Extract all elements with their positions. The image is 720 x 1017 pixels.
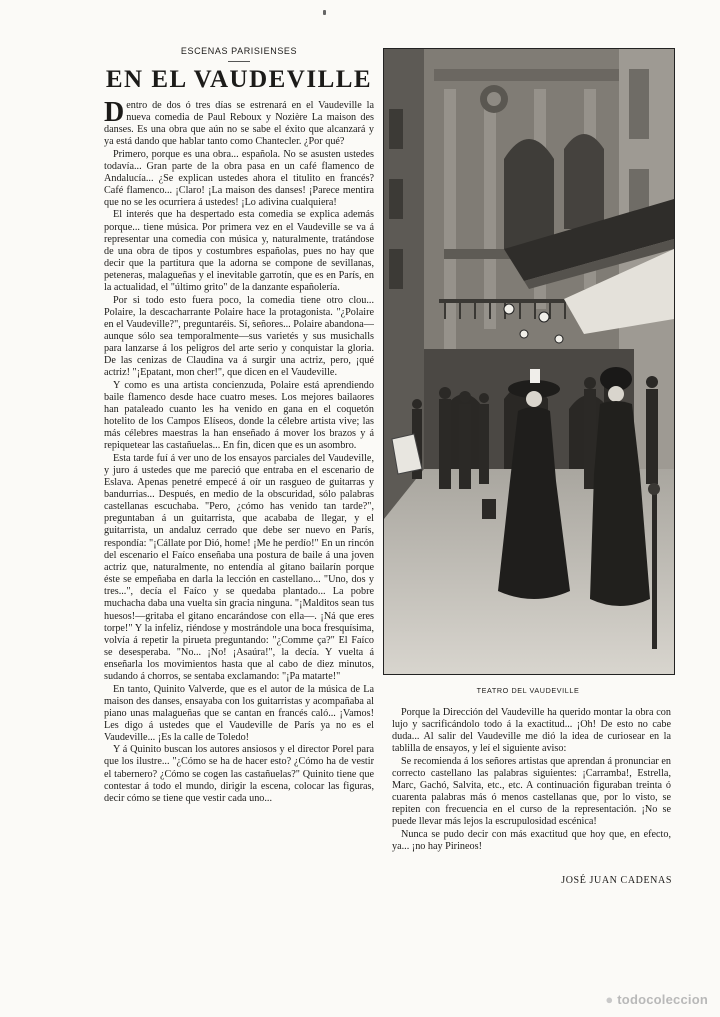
street-scene-illustration xyxy=(384,49,674,674)
paper-speck xyxy=(323,10,326,15)
article-paragraph: Por si todo esto fuera poco, la comedia tiene otro clou... Polaire, la descacharrante Polaire hace la protagonista. "¿Polaire en el Vaudeville?", preguntaréis. Sí, señores... Polaire abandona—aunque sólo sea temporalmente—sus varietés y sus musichalls para lanzarse á los peligros del arte serio y conquistar la gloria. De las cenizas de Claudina va á surgir una actriz, pero, ¡qué actriz! "¡Epatant, mon cher!", que dicen en el Vaudeville. xyxy=(104,294,374,379)
article-paragraph: En tanto, Quinito Valverde, que es el autor de la música de La maison des danses, ensayaba con los guitarristas y acompañaba al piano unas malagueñas que se cantan en francés caló... ¡Vamos! Les digo á ustedes que el Vaudeville de París ya no es el Vaudeville... ¡Es la calle de Toledo! xyxy=(104,683,374,744)
article-paragraph: Y á Quinito buscan los autores ansiosos y el director Porel para que los ilustre... "¿Cómo se ha de hacer esto? ¿Cómo ha de vestir el tabernero? ¿Cómo se cogen las castañuelas?" Quinito tiene que contestar á todo el mundo, dirigir la escena, colocar las figuras, decir cómo se tiene que vestir cada uno... xyxy=(104,744,374,804)
article-paragraph xyxy=(104,97,374,149)
watermark-dot-icon: ● xyxy=(605,992,614,1007)
left-text-column xyxy=(104,97,374,805)
paragraph-text: entro de dos ó tres días se estrenará en el Vaudeville la nueva comedia de Paul Reboux y Nozière La maison des danses. Es una obra que aún no se sabe el éxito que alcanzará y ya está dando que hablar tanto como Chantecler. ¿Por qué? xyxy=(104,100,374,148)
article-paragraph: El interés que ha despertado esta comedia se explica además porque... tiene música. Por primera vez en el Vaudeville se va á representar una comedia con música y, naturalmente, tratándose de una obra de tipos y costumbres españolas, pues no hay que decir que la partitura que la adorna se compone de sevillanas, peteneras, malagueñas y el inevitable garrotín, que es en París, en la actualidad, el "último grito" de la danzante españolería. xyxy=(104,209,374,294)
article-paragraph: Esta tarde fuí á ver uno de los ensayos parciales del Vaudeville, y juro á ustedes que me pareció que entraba en el escenario de Eslava. Apenas penetré empecé á oír un rasgueo de guitarras y bandurrias... Después, en medio de la obscuridad, sólo palabras castellanas escuchaba. "Pero, ¿cómo has venido tan tarde?", preguntaban á un guitarrista, que acababa de llegar, y el guitarrista, un andaluz cerrado que debe ser nuevo en París, respondía: "¡Cállate por Dió, home! ¡Me he perdío!" En un rincón del escenario el Faíco enseñaba una postura de baile á una joven actriz que, naturalmente, no entendía al gitano bailarín porque éste se empeñaba en darla la lección en castellano... "Uno, dos y tres...", decía el Faíco y se quedaba plantado... La pobre muchacha daba una vuelta sin gracia ninguna. "¡Malditos sean tus huesos!—gritaba el gitano encarándose con ella—. ¡Ná que eres torpe!" Y la infeliz, riéndose y mostrándole una boca fresquísima, volvía á repetir la pirueta preguntando: "¿Comme ça?" El Faíco se desesperaba. "No... ¡No! ¡Asaúra!", la decía. Y vuelta á enseñarla los movimientos hasta que al cabo de diez minutos, sudando á chorros, se sentaba exclamando: "¡Pa matarte!" xyxy=(104,452,374,683)
article-paragraph: Primero, porque es una obra... española. No se asusten ustedes todavía... Gran parte de la obra pasa en un café flamenco de Andalucía... ¿Se explican ustedes ahora el titulito en francés? Café flamenco... ¡Claro! ¡La maison des danses! ¡Parece mentira que no se les ocurriera á ustedes! ¡Lo adivina cualquiera! xyxy=(104,148,374,209)
article-paragraph: Y como es una artista concienzuda, Polaire está aprendiendo baile flamenco desde hace cuatro meses. Los mejores bailaores han pataleado cuanto les ha venido en gana en el coquetón hotelito de los Campos Elíseos, donde la célebre artista vive; las más célebres maestras la han enseñado á mover los brazos y á repiquetear las castañuelas... En fin, dicen que es un asombro. xyxy=(104,379,374,452)
theatre-photo xyxy=(383,48,675,675)
watermark-brand: todocoleccion xyxy=(617,992,708,1007)
article-title: EN EL VAUDEVILLE xyxy=(105,66,373,93)
article-paragraph: Nunca se pudo decir con más exactitud que hoy que, en efecto, ya... ¡no hay Pirineos! xyxy=(392,828,671,852)
article-paragraph: Porque la Dirección del Vaudeville ha querido montar la obra con lujo y sacrificándolo todo á la exactitud... ¡Oh! De esto no cabe duda... Al salir del Vaudeville me dió la idea de curiosear en la tablilla de ensayos, y leí el siguiente aviso: xyxy=(392,707,671,755)
section-kicker: ESCENAS PARISIENSES xyxy=(180,46,298,56)
article-paragraph: Se recomienda á los señores artistas que aprendan á pronunciar en correcto castellano las palabras siguientes: ¡Carramba!, Estrella, Marc, Gachó, Salvita, etc., etc. A continuación figuraban treinta ó cuarenta palabras más ó menos castellanas que, por lo visto, se repiten con frecuencia en el curso de la representación. ¡No se puede llevar más lejos la escrupulosidad escénica! xyxy=(392,755,671,828)
kicker-rule xyxy=(228,61,250,62)
watermark xyxy=(605,992,708,1007)
right-text-column xyxy=(392,707,671,853)
photo-caption: TEATRO DEL VAUDEVILLE xyxy=(476,686,580,695)
author-signature: JOSÉ JUAN CADENAS xyxy=(561,875,672,886)
drop-cap-letter: D xyxy=(104,97,125,128)
